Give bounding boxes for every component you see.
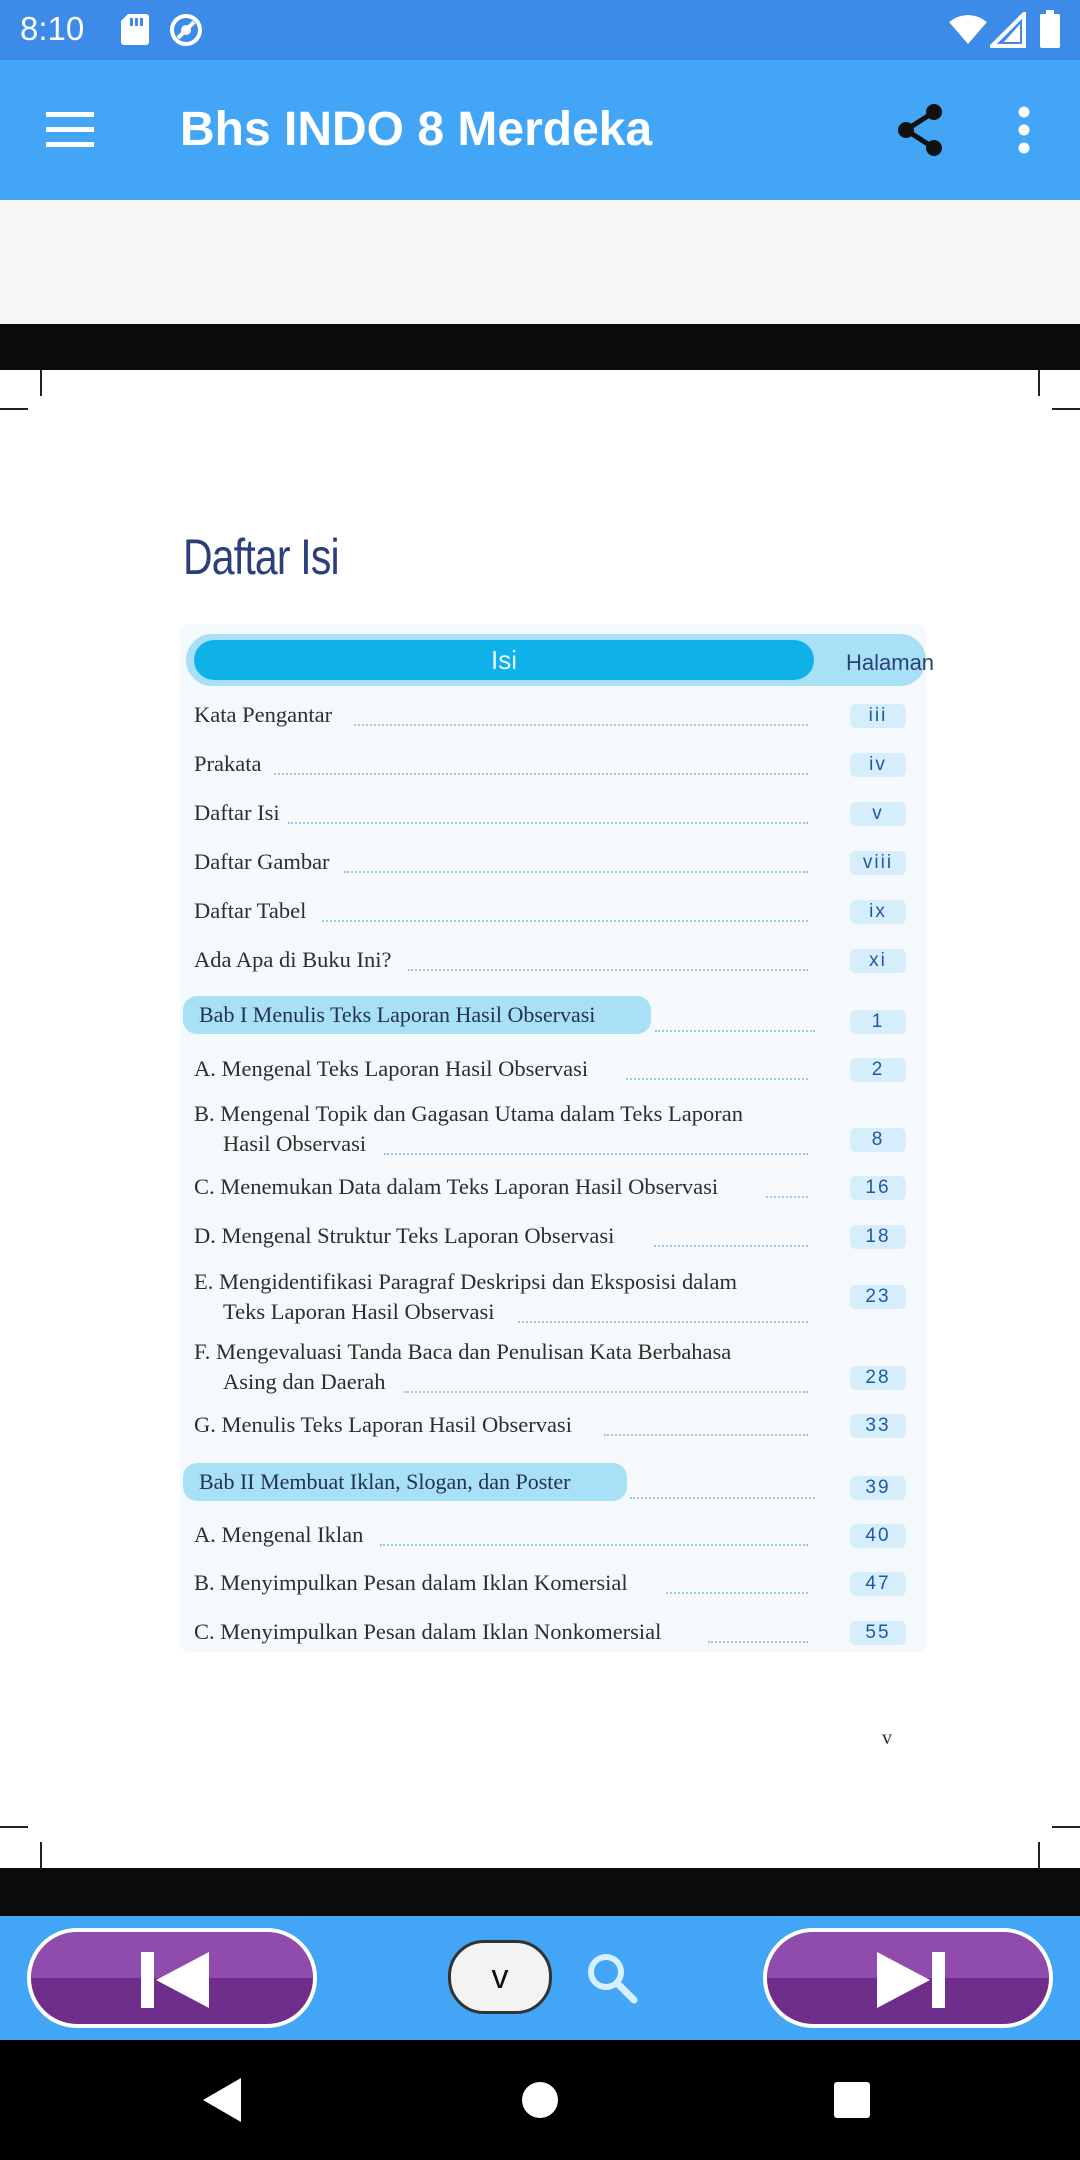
toc-page-number: 2 (850, 1058, 906, 1082)
crop-mark (40, 370, 42, 396)
toc-entry-text: Kata Pengantar (194, 702, 333, 727)
toc-entry-text: D. Mengenal Struktur Teks Laporan Observasi (194, 1223, 615, 1248)
toc-leader (344, 871, 808, 873)
app-title: Bhs INDO 8 Merdeka (180, 103, 653, 156)
toc-page-number: iii (850, 704, 906, 728)
toc-entry-text: B. Menyimpulkan Pesan dalam Iklan Komersial (194, 1570, 628, 1595)
toc-leader (666, 1592, 808, 1594)
toc-entry (194, 1267, 816, 1327)
toc-entry (194, 1099, 816, 1159)
toc-leader (408, 969, 808, 971)
page-number-field[interactable]: v (448, 1940, 552, 2014)
toc-page-number: 8 (850, 1128, 906, 1152)
document-page[interactable] (0, 370, 1080, 1868)
toc-leader (384, 1153, 808, 1155)
toc-entry-text: A. Mengenal Teks Laporan Hasil Observasi (194, 1056, 589, 1081)
toc-entry (194, 1520, 816, 1550)
toc-page-number: 39 (850, 1476, 906, 1500)
toc-leader (274, 773, 808, 775)
toc-entry-text: Daftar Tabel (194, 898, 307, 923)
toc-leader (288, 822, 808, 824)
toc-leader (404, 1391, 808, 1393)
sync-icon (168, 12, 204, 48)
toc-leader (322, 920, 808, 922)
toc-leader (518, 1321, 808, 1323)
page-gap-bottom (0, 1868, 1080, 1916)
toc-entry (194, 1172, 816, 1202)
crop-mark (40, 1842, 42, 1868)
toc-entry (194, 1568, 816, 1598)
status-time: 8:10 (20, 10, 85, 47)
battery-icon (1040, 10, 1060, 48)
system-nav-bar (0, 2040, 1080, 2160)
crop-mark (1038, 1842, 1040, 1868)
toc-entry (194, 700, 816, 730)
toc-page-number: 33 (850, 1414, 906, 1438)
toc-entry (194, 749, 816, 779)
toc-entry-text: C. Menyimpulkan Pesan dalam Iklan Nonkomersial (194, 1619, 662, 1644)
toc-leader (708, 1641, 808, 1643)
last-page-icon (875, 1952, 947, 2008)
toc-entry-text: C. Menemukan Data dalam Teks Laporan Hasil Observasi (194, 1174, 719, 1199)
recents-icon[interactable] (834, 2082, 870, 2118)
search-icon[interactable] (584, 1950, 640, 2006)
toc-leader (626, 1078, 808, 1080)
toc-page-number: v (850, 802, 906, 826)
toc-entry-text: A. Mengenal Iklan (194, 1522, 364, 1547)
crop-mark (1052, 408, 1080, 410)
wifi-icon (948, 14, 988, 46)
toc-page-number: 47 (850, 1572, 906, 1596)
toc-leader (766, 1196, 808, 1198)
toc-page-number: 16 (850, 1176, 906, 1200)
toc-page-number: 55 (850, 1621, 906, 1645)
toc-entry-text: F. Mengevaluasi Tanda Baca dan Penulisan Kata Berbahasa (194, 1339, 732, 1364)
toc-entry (194, 1221, 816, 1251)
document-title: Daftar Isi (183, 529, 339, 585)
status-bar (0, 0, 1080, 60)
app-bar (0, 60, 1080, 200)
toc-page-number: 1 (850, 1010, 906, 1034)
toc-page-number: xi (850, 949, 906, 973)
toc-page-number: iv (850, 753, 906, 777)
toc-entry-text: Daftar Gambar (194, 849, 330, 874)
first-page-button[interactable] (27, 1928, 317, 2028)
toc-page-number: 28 (850, 1366, 906, 1390)
toc-entry (194, 896, 816, 926)
toc-header-right: Halaman (846, 650, 935, 675)
back-icon[interactable] (203, 2078, 243, 2122)
toc-leader (604, 1434, 808, 1436)
toc-header-left: Isi (194, 640, 814, 680)
page-gap-top (0, 324, 1080, 370)
toc-entry (194, 798, 816, 828)
home-icon[interactable] (520, 2080, 560, 2120)
toc-entry-text: Prakata (194, 751, 262, 776)
first-page-icon (139, 1952, 211, 2008)
toc-entry-text: Ada Apa di Buku Ini? (194, 947, 392, 972)
crop-mark (1038, 370, 1040, 396)
last-page-button[interactable] (763, 1928, 1053, 2028)
toc-page-number: 23 (850, 1285, 906, 1309)
page-number: v (882, 1727, 892, 1749)
crop-mark (0, 1826, 28, 1828)
crop-mark (1052, 1826, 1080, 1828)
share-icon[interactable] (894, 102, 946, 158)
toc-entry-text: E. Mengidentifikasi Paragraf Deskripsi dan Eksposisi dalam (194, 1269, 738, 1294)
toc-entry (194, 847, 816, 877)
toc-entry (194, 1337, 816, 1397)
toc-entry-text-cont: Teks Laporan Hasil Observasi (223, 1299, 495, 1324)
content-margin (0, 200, 1080, 324)
sd-card-icon (120, 12, 150, 46)
toc-page-number: 18 (850, 1225, 906, 1249)
toc-page-number: 40 (850, 1524, 906, 1548)
toc-page-number: viii (850, 851, 906, 875)
toc-entry (194, 1617, 816, 1647)
toc-entry (194, 1410, 816, 1440)
chapter-heading: Bab II Membuat Iklan, Slogan, dan Poster (183, 1463, 627, 1501)
chapter-heading: Bab I Menulis Teks Laporan Hasil Observasi (183, 996, 651, 1034)
toc-leader (380, 1544, 808, 1546)
toc-entry-text: G. Menulis Teks Laporan Hasil Observasi (194, 1412, 572, 1437)
toc-entry-text-cont: Asing dan Daerah (223, 1369, 386, 1394)
toc-leader (655, 1030, 815, 1032)
toc-leader (630, 1497, 815, 1499)
crop-mark (0, 408, 28, 410)
menu-icon[interactable] (46, 112, 94, 148)
toc-entry (194, 1054, 816, 1084)
toc-entry (194, 945, 816, 975)
signal-icon (990, 12, 1026, 48)
toc-entry-text: Daftar Isi (194, 800, 280, 825)
toc-leader (354, 724, 808, 726)
toc-entry-text: B. Mengenal Topik dan Gagasan Utama dalam Teks Laporan (194, 1101, 743, 1126)
toc-leader (654, 1245, 808, 1247)
toc-page-number: ix (850, 900, 906, 924)
more-vert-icon[interactable] (1014, 106, 1034, 154)
toc-entry-text-cont: Hasil Observasi (223, 1131, 367, 1156)
